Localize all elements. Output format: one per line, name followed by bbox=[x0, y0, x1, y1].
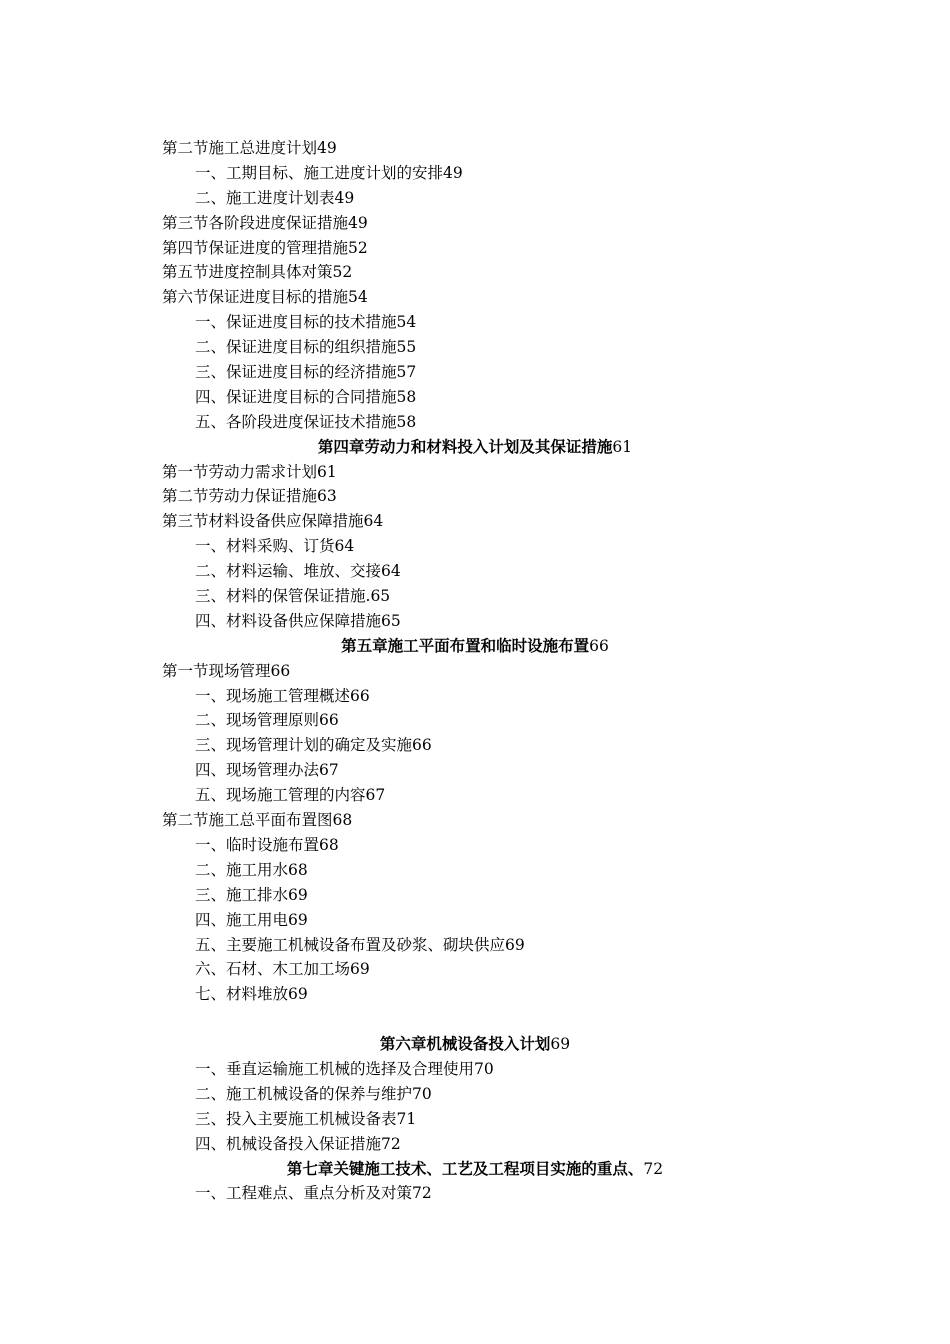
toc-entry-title: 一、材料采购、订货 bbox=[195, 537, 335, 556]
toc-item-entry[interactable] bbox=[0, 684, 950, 709]
toc-section-entry[interactable] bbox=[0, 659, 950, 684]
toc-entry-page-number: 69 bbox=[288, 885, 308, 904]
toc-entry-title: 四、现场管理办法 bbox=[195, 761, 320, 780]
toc-chapter-entry[interactable] bbox=[0, 1157, 950, 1182]
toc-entry-page-number: 61 bbox=[612, 437, 633, 456]
toc-section-entry[interactable] bbox=[0, 808, 950, 833]
toc-entry-page-number: 72 bbox=[381, 1134, 401, 1153]
toc-chapter-entry[interactable] bbox=[0, 1032, 950, 1057]
toc-entry-title: 四、机械设备投入保证措施 bbox=[195, 1134, 382, 1153]
toc-entry-page-number: 49 bbox=[348, 213, 368, 232]
toc-item-entry[interactable] bbox=[0, 708, 950, 733]
toc-entry-title: 第三节各阶段进度保证措施 bbox=[162, 213, 349, 232]
toc-item-entry[interactable] bbox=[0, 733, 950, 758]
toc-entry-page-number: 69 bbox=[288, 910, 308, 929]
toc-entry-page-number: 52 bbox=[348, 238, 368, 257]
toc-entry-title: 三、投入主要施工机械设备表 bbox=[195, 1109, 397, 1128]
toc-entry-title: 一、保证进度目标的技术措施 bbox=[195, 313, 397, 332]
toc-entry-page-number: 58 bbox=[396, 412, 417, 431]
toc-entry-page-number: 49 bbox=[317, 139, 337, 157]
toc-entry-title: 二、现场管理原则 bbox=[195, 711, 320, 730]
toc-entry-title: 四、保证进度目标的合同措施 bbox=[195, 387, 397, 406]
toc-entry-page-number: 65 bbox=[381, 611, 401, 630]
toc-entry-page-number: 64 bbox=[381, 562, 401, 581]
toc-item-entry[interactable] bbox=[0, 609, 950, 634]
toc-entry-title: 三、施工排水 bbox=[195, 885, 289, 904]
toc-section-entry[interactable] bbox=[0, 211, 950, 236]
toc-entry-page-number: 54 bbox=[348, 288, 368, 307]
toc-item-entry[interactable] bbox=[0, 883, 950, 908]
toc-entry-page-number: 65 bbox=[370, 587, 391, 606]
toc-chapter-entry[interactable] bbox=[0, 435, 950, 460]
toc-entry-title: 第六章机械设备投入计划 bbox=[379, 1034, 551, 1054]
toc-entry-title: 五、各阶段进度保证技术措施 bbox=[195, 412, 397, 431]
toc-entry-title: 二、施工进度计划表 bbox=[195, 188, 335, 207]
toc-entry-title: 第四章劳动力和材料投入计划及其保证措施 bbox=[317, 436, 613, 456]
toc-entry-page-number: 63 bbox=[317, 487, 337, 506]
toc-item-entry[interactable] bbox=[0, 161, 950, 186]
toc-entry-title: 第三节材料设备供应保障措施 bbox=[162, 512, 364, 531]
toc-entry-title: 一、垂直运输施工机械的选择及合理使用 bbox=[195, 1059, 475, 1078]
toc-section-entry[interactable] bbox=[0, 484, 950, 509]
toc-entry-page-number: 71 bbox=[396, 1109, 417, 1128]
toc-entry-page-number: 72 bbox=[412, 1184, 432, 1203]
toc-section-entry[interactable] bbox=[0, 260, 950, 285]
toc-item-entry[interactable] bbox=[0, 758, 950, 783]
toc-item-entry[interactable] bbox=[0, 982, 950, 1007]
toc-item-entry[interactable] bbox=[0, 584, 950, 609]
toc-entry-page-number: 54 bbox=[396, 313, 417, 332]
toc-entry-page-number: 69 bbox=[350, 960, 370, 979]
toc-item-entry[interactable] bbox=[0, 534, 950, 559]
toc-entry-title: 一、工期目标、施工进度计划的安排 bbox=[195, 163, 444, 182]
toc-entry-title: 五、现场施工管理的内容 bbox=[195, 786, 366, 805]
toc-item-entry[interactable] bbox=[0, 410, 950, 435]
toc-entry-page-number: 49 bbox=[334, 188, 355, 207]
toc-entry-page-number: 69 bbox=[550, 1035, 571, 1054]
toc-entry-page-number: 55 bbox=[396, 338, 417, 357]
toc-entry-page-number: 68 bbox=[319, 835, 339, 854]
toc-item-entry[interactable] bbox=[0, 186, 950, 211]
toc-item-entry[interactable] bbox=[0, 335, 950, 360]
toc-entry-page-number: 66 bbox=[589, 636, 609, 655]
toc-entry-page-number: 72 bbox=[643, 1159, 664, 1178]
toc-entry-page-number: 64 bbox=[334, 537, 355, 556]
toc-entry-title: 六、石材、木工加工场 bbox=[195, 960, 351, 979]
toc-entry-title: 第六节保证进度目标的措施 bbox=[162, 288, 349, 307]
toc-entry-page-number: 66 bbox=[319, 711, 339, 730]
toc-entry-page-number: 67 bbox=[365, 786, 386, 805]
toc-item-entry[interactable] bbox=[0, 908, 950, 933]
toc-section-entry[interactable] bbox=[0, 509, 950, 534]
toc-spacer bbox=[0, 1007, 950, 1032]
toc-item-entry[interactable] bbox=[0, 783, 950, 808]
toc-entry-title: 二、施工机械设备的保养与维护 bbox=[195, 1084, 413, 1103]
toc-item-entry[interactable] bbox=[0, 1132, 950, 1157]
toc-entry-title: 三、保证进度目标的经济措施 bbox=[195, 363, 397, 382]
toc-entry-page-number: 68 bbox=[332, 811, 353, 830]
toc-entry-title: 四、施工用电 bbox=[195, 910, 289, 929]
toc-section-entry[interactable] bbox=[0, 136, 950, 161]
toc-entry-title: 二、施工用水 bbox=[195, 860, 289, 879]
toc-item-entry[interactable] bbox=[0, 1107, 950, 1132]
toc-item-entry[interactable] bbox=[0, 385, 950, 410]
toc-entry-title: 第一节劳动力需求计划 bbox=[162, 462, 318, 481]
toc-entry-page-number: 66 bbox=[270, 661, 291, 680]
toc-entry-title: 第二节施工总进度计划 bbox=[162, 139, 318, 157]
toc-item-entry[interactable] bbox=[0, 310, 950, 335]
toc-entry-page-number: 69 bbox=[505, 935, 525, 954]
toc-entry-title: 一、现场施工管理概述 bbox=[195, 686, 351, 705]
toc-entry-title: 二、保证进度目标的组织措施 bbox=[195, 338, 397, 357]
toc-entry-page-number: 68 bbox=[288, 860, 308, 879]
toc-entry-page-number: 66 bbox=[350, 686, 370, 705]
toc-item-entry[interactable] bbox=[0, 833, 950, 858]
toc-item-entry[interactable] bbox=[0, 957, 950, 982]
toc-entry-title: 第二节劳动力保证措施 bbox=[162, 487, 318, 506]
toc-entry-title: 二、材料运输、堆放、交接 bbox=[195, 562, 382, 581]
toc-entry-title: 三、现场管理计划的确定及实施 bbox=[195, 736, 413, 755]
toc-item-entry[interactable] bbox=[0, 1082, 950, 1107]
toc-entry-page-number: 70 bbox=[412, 1084, 432, 1103]
toc-item-entry[interactable] bbox=[0, 858, 950, 883]
toc-chapter-entry[interactable] bbox=[0, 634, 950, 659]
toc-entry-title: 第五章施工平面布置和临时设施布置 bbox=[341, 635, 590, 655]
toc-entry-page-number: 70 bbox=[474, 1059, 494, 1078]
toc-entry-title: 三、材料的保管保证措施. bbox=[195, 587, 371, 606]
toc-entry-title: 七、材料堆放 bbox=[195, 985, 289, 1004]
toc-entry-title: 第一节现场管理 bbox=[162, 661, 271, 680]
toc-entry-page-number: 57 bbox=[396, 363, 417, 382]
toc-entry-title: 第五节进度控制具体对策 bbox=[162, 263, 333, 282]
toc-section-entry[interactable] bbox=[0, 236, 950, 261]
toc-entry-page-number: 61 bbox=[317, 462, 337, 481]
toc-item-entry[interactable] bbox=[0, 933, 950, 958]
toc-entry-title: 第二节施工总平面布置图 bbox=[162, 811, 333, 830]
toc-entry-title: 第七章关键施工技术、工艺及工程项目实施的重点、 bbox=[286, 1158, 644, 1178]
toc-entry-title: 四、材料设备供应保障措施 bbox=[195, 611, 382, 630]
toc-entry-page-number: 49 bbox=[443, 163, 463, 182]
toc-item-entry[interactable] bbox=[0, 1057, 950, 1082]
toc-section-entry[interactable] bbox=[0, 285, 950, 310]
toc-entry-title: 一、工程难点、重点分析及对策 bbox=[195, 1184, 413, 1203]
toc-entry-page-number: 52 bbox=[332, 263, 353, 282]
toc-entry-page-number: 64 bbox=[363, 512, 384, 531]
toc-entry-page-number: 66 bbox=[412, 736, 432, 755]
toc-entry-page-number: 67 bbox=[319, 761, 339, 780]
toc-entry-title: 第四节保证进度的管理措施 bbox=[162, 238, 349, 257]
toc-item-entry[interactable] bbox=[0, 1181, 950, 1206]
toc-entry-title: 一、临时设施布置 bbox=[195, 835, 320, 854]
table-of-contents bbox=[0, 136, 950, 1206]
toc-item-entry[interactable] bbox=[0, 559, 950, 584]
toc-entry-title: 五、主要施工机械设备布置及砂浆、砌块供应 bbox=[195, 935, 506, 954]
toc-entry-page-number: 69 bbox=[288, 985, 308, 1004]
toc-entry-page-number: 58 bbox=[396, 387, 417, 406]
toc-section-entry[interactable] bbox=[0, 460, 950, 485]
toc-item-entry[interactable] bbox=[0, 360, 950, 385]
